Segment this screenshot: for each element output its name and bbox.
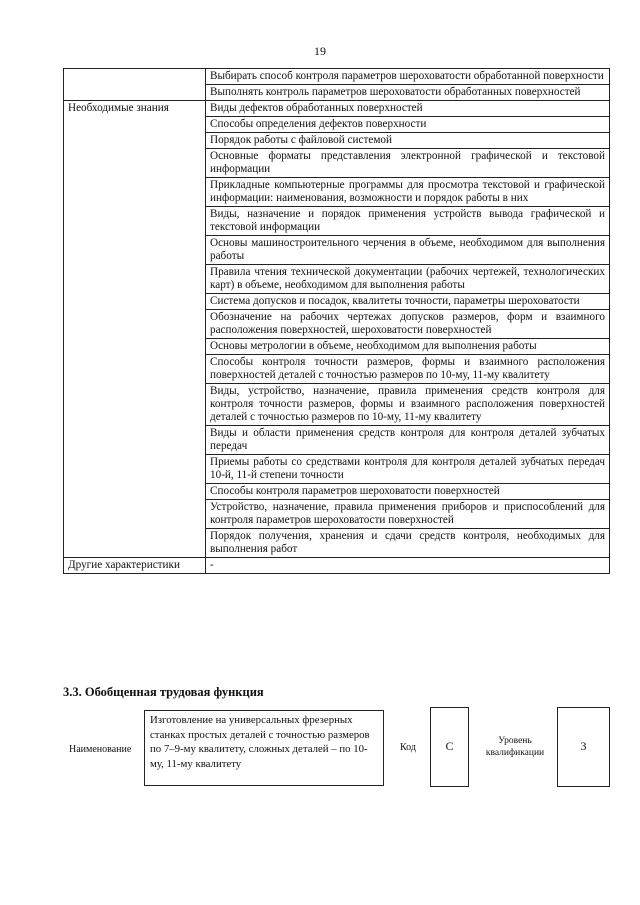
level-label: Уровень квалификации <box>485 736 545 758</box>
name-label: Наименование <box>69 744 132 755</box>
table-row <box>64 69 610 85</box>
page-number: 19 <box>314 44 326 58</box>
level-value-box: 3 <box>557 707 610 787</box>
name-value-box: Изготовление на универсальных фрезерных станках простых деталей с точностью размеров по 7–9-му квалитету, сложных деталей – по 10-му, 11-му квалитету <box>144 710 384 786</box>
row-text: Порядок получения, хранения и сдачи средств контроля, необходимых для выполнения работ <box>206 529 610 558</box>
row-label <box>64 69 206 101</box>
row-text: Виды и области применения средств контроля для контроля деталей зубчатых передач <box>206 426 610 455</box>
row-text: Устройство, назначение, правила применения приборов и приспособлений для контроля параметров шероховатости поверхностей <box>206 500 610 529</box>
code-label: Код <box>400 742 416 753</box>
row-text: - <box>206 558 610 574</box>
row-text: Обозначение на рабочих чертежах допусков размеров, форм и взаимного расположения поверхностей, шероховатости поверхностей <box>206 310 610 339</box>
row-text: Приемы работы со средствами контроля для контроля деталей зубчатых передач 10-й, 11-й степени точности <box>206 455 610 484</box>
row-text: Способы контроля параметров шероховатости поверхностей <box>206 484 610 500</box>
row-text: Порядок работы с файловой системой <box>206 133 610 149</box>
code-value-box: С <box>430 707 469 787</box>
row-text: Выбирать способ контроля параметров шероховатости обработанной поверхности <box>206 69 610 85</box>
row-text: Основные форматы представления электронной графической и текстовой информации <box>206 149 610 178</box>
row-text: Виды, устройство, назначение, правила применения средств контроля для контроля точности размеров, формы и взаимного расположения поверхностей деталей с точностью размеров по 10-му, 11-му квалитету <box>206 384 610 426</box>
row-text: Выполнять контроль параметров шероховатости обработанных поверхностей <box>206 85 610 101</box>
row-text: Основы машиностроительного черчения в объеме, необходимом для выполнения работы <box>206 236 610 265</box>
row-text: Способы контроля точности размеров, формы и взаимного расположения поверхностей деталей с точностью размеров по 10-му, 11-му квалитету <box>206 355 610 384</box>
row-text: Система допусков и посадок, квалитеты точности, параметры шероховатости <box>206 294 610 310</box>
general-function-block <box>63 707 610 793</box>
row-text: Способы определения дефектов поверхности <box>206 117 610 133</box>
row-text: Виды дефектов обработанных поверхностей <box>206 101 610 117</box>
row-text: Основы метрологии в объеме, необходимом для выполнения работы <box>206 339 610 355</box>
row-text: Виды, назначение и порядок применения устройств вывода графической и текстовой информации <box>206 207 610 236</box>
knowledge-table <box>63 68 610 574</box>
table-row <box>64 558 610 574</box>
row-label-other: Другие характеристики <box>64 558 206 574</box>
table-row <box>64 101 610 117</box>
section-title: 3.3. Обобщенная трудовая функция <box>63 685 264 699</box>
row-label-knowledge: Необходимые знания <box>64 101 206 558</box>
row-text: Правила чтения технической документации (рабочих чертежей, технологических карт) в объеме, необходимом для выполнения работы <box>206 265 610 294</box>
row-text: Прикладные компьютерные программы для просмотра текстовой и графической информации: наименования, возможности и порядок работы в них <box>206 178 610 207</box>
